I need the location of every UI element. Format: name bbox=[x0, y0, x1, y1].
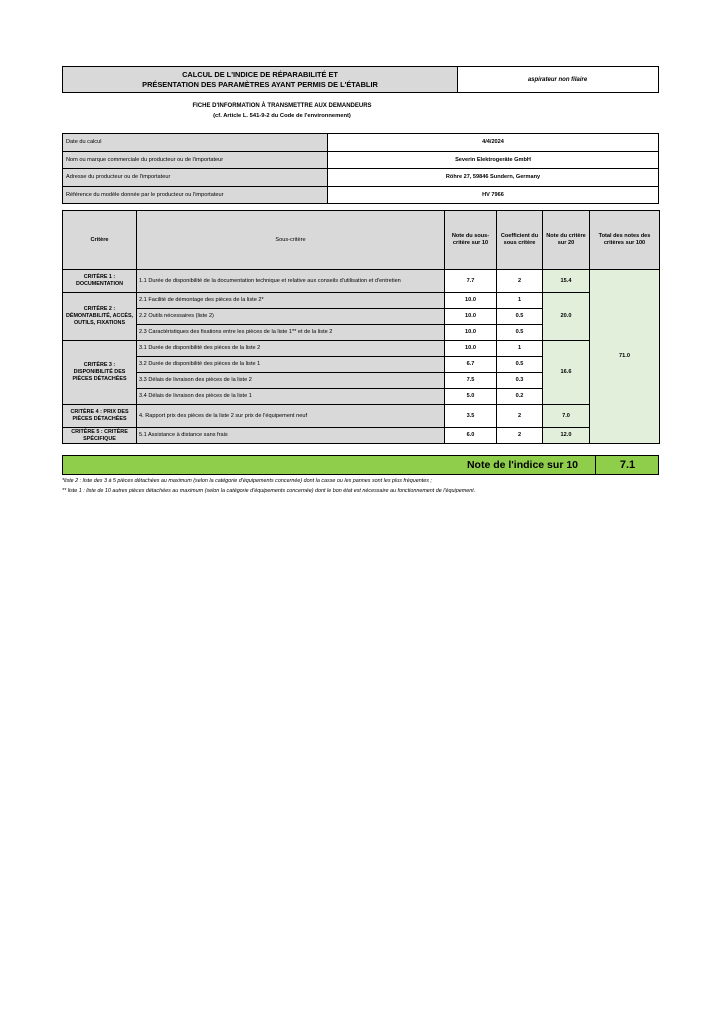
total-score: 71.0 bbox=[590, 270, 660, 444]
criteria-header-row bbox=[63, 211, 660, 270]
subcriterion-label: 2.3 Caractéristiques des fixations entre les pièces de la liste 1** et de la liste 2 bbox=[137, 325, 445, 341]
subcriterion-label: 3.2 Durée de disponibilité des pièces de la liste 1 bbox=[137, 357, 445, 373]
subcriterion-coef: 1 bbox=[497, 341, 543, 357]
info-value: Röhre 27, 59846 Sundern, Germany bbox=[328, 169, 659, 187]
final-score-value: 7.1 bbox=[619, 459, 636, 471]
subcriterion-note: 3.5 bbox=[445, 405, 497, 428]
subcriterion-note: 10.0 bbox=[445, 309, 497, 325]
final-score-label: Note de l'indice sur 10 bbox=[466, 459, 578, 471]
subcriterion-note: 7.5 bbox=[445, 373, 497, 389]
subcriterion-coef: 0.5 bbox=[497, 357, 543, 373]
criterion-3-score: 16.6 bbox=[543, 341, 590, 405]
subcriterion-label: 3.3 Délais de livraison des pièces de la liste 2 bbox=[137, 373, 445, 389]
criterion-5-name: CRITÈRE 5 : CRITÈRE SPÉCIFIQUE bbox=[63, 428, 137, 444]
subcriterion-note: 6.7 bbox=[445, 357, 497, 373]
criterion-2-name: CRITÈRE 2 : DÉMONTABILITÉ, ACCÈS, OUTILS, FIXATIONS bbox=[63, 293, 137, 341]
subcriterion-label: 4. Rapport prix des pièces de la liste 2 sur prix de l'équipement neuf bbox=[137, 405, 445, 428]
criterion-1-score: 15.4 bbox=[543, 270, 590, 293]
subcriterion-label: 2.2 Outils nécessaires (liste 2) bbox=[137, 309, 445, 325]
info-value: Severin Elektrogeräte GmbH bbox=[328, 151, 659, 169]
subcriterion-label: 3.1 Durée de disponibilité des pièces de la liste 2 bbox=[137, 341, 445, 357]
title-line-2: PRÉSENTATION DES PARAMÈTRES AYANT PERMIS DE L'ÉTABLIR bbox=[142, 79, 378, 89]
subcriterion-coef: 2 bbox=[497, 405, 543, 428]
col-header-sous-critere: Sous-critère bbox=[137, 211, 445, 270]
subcriterion-coef: 0.2 bbox=[497, 389, 543, 405]
subcriterion-label: 1.1 Durée de disponibilité de la documentation technique et relative aux conseils d'utilisation et d'entretien bbox=[137, 270, 445, 293]
info-row-address bbox=[63, 169, 659, 187]
title-line-1: CALCUL DE L'INDICE DE RÉPARABILITÉ ET bbox=[182, 69, 338, 79]
info-label: Nom ou marque commerciale du producteur ou de l'importateur bbox=[63, 151, 328, 169]
info-value: 4/4/2024 bbox=[328, 134, 659, 152]
footnote-liste-1: ** liste 1 : liste de 10 autres pièces détachées au maximum (selon la catégorie d'équipements concernée) dont le bon état est nécessaire au fonctionnement de l'équipement. bbox=[62, 488, 476, 494]
table-row bbox=[63, 405, 660, 428]
subcriterion-note: 10.0 bbox=[445, 325, 497, 341]
subcriterion-note: 10.0 bbox=[445, 293, 497, 309]
subcriterion-coef: 0.5 bbox=[497, 309, 543, 325]
info-label: Adresse du producteur ou de l'importateur bbox=[63, 169, 328, 187]
product-type: aspirateur non filaire bbox=[457, 66, 659, 93]
info-row-date bbox=[63, 134, 659, 152]
document-title bbox=[62, 66, 458, 93]
criteria-table bbox=[62, 210, 660, 444]
subcriterion-coef: 2 bbox=[497, 270, 543, 293]
col-header-total: Total des notes des critères sur 100 bbox=[590, 211, 660, 270]
table-row bbox=[63, 270, 660, 293]
subcriterion-note: 10.0 bbox=[445, 341, 497, 357]
info-value: HV 7966 bbox=[328, 186, 659, 204]
subcriterion-coef: 0.3 bbox=[497, 373, 543, 389]
criterion-4-score: 7.0 bbox=[543, 405, 590, 428]
col-header-coefficient: Coefficient du sous critère bbox=[497, 211, 543, 270]
criterion-3-name: CRITÈRE 3 : DISPONIBILITÉ DES PIÈCES DÉTACHÉES bbox=[63, 341, 137, 405]
table-row bbox=[63, 341, 660, 357]
col-header-note-critere: Note du critère sur 20 bbox=[543, 211, 590, 270]
col-header-note-sous-critere: Note du sous-critère sur 10 bbox=[445, 211, 497, 270]
subtitle-line-1: FICHE D'INFORMATION À TRANSMETTRE AUX DEMANDEURS bbox=[192, 103, 372, 109]
criterion-5-score: 12.0 bbox=[543, 428, 590, 444]
subcriterion-note: 6.0 bbox=[445, 428, 497, 444]
table-row bbox=[63, 293, 660, 309]
subtitle-line-2: (cf. Article L. 541-9-2 du Code de l'environnement) bbox=[213, 113, 351, 119]
subcriterion-coef: 2 bbox=[497, 428, 543, 444]
subcriterion-label: 3.4 Délais de livraison des pièces de la liste 1 bbox=[137, 389, 445, 405]
subcriterion-label: 2.1 Facilité de démontage des pièces de la liste 2* bbox=[137, 293, 445, 309]
info-row-brand bbox=[63, 151, 659, 169]
subcriterion-note: 7.7 bbox=[445, 270, 497, 293]
info-label: Date du calcul bbox=[63, 134, 328, 152]
criterion-2-score: 20.0 bbox=[543, 293, 590, 341]
info-row-reference bbox=[63, 186, 659, 204]
table-row bbox=[63, 428, 660, 444]
criterion-4-name: CRITÈRE 4 : PRIX DES PIÈCES DÉTACHÉES bbox=[63, 405, 137, 428]
col-header-critere: Critère bbox=[63, 211, 137, 270]
info-label: Référence du modèle donnée par le producteur ou l'importateur bbox=[63, 186, 328, 204]
criterion-1-name: CRITÈRE 1 : DOCUMENTATION bbox=[63, 270, 137, 293]
subcriterion-label: 5.1 Assistance à distance sans frais bbox=[137, 428, 445, 444]
footnote-liste-2: *liste 2 : liste des 3 à 5 pièces détachées au maximum (selon la catégorie d'équipements concernée) dont la casse ou les pannes sont les plus fréquentes ; bbox=[62, 478, 432, 484]
subcriterion-coef: 1 bbox=[497, 293, 543, 309]
subcriterion-coef: 0.5 bbox=[497, 325, 543, 341]
info-table bbox=[62, 133, 659, 204]
subcriterion-note: 5.0 bbox=[445, 389, 497, 405]
